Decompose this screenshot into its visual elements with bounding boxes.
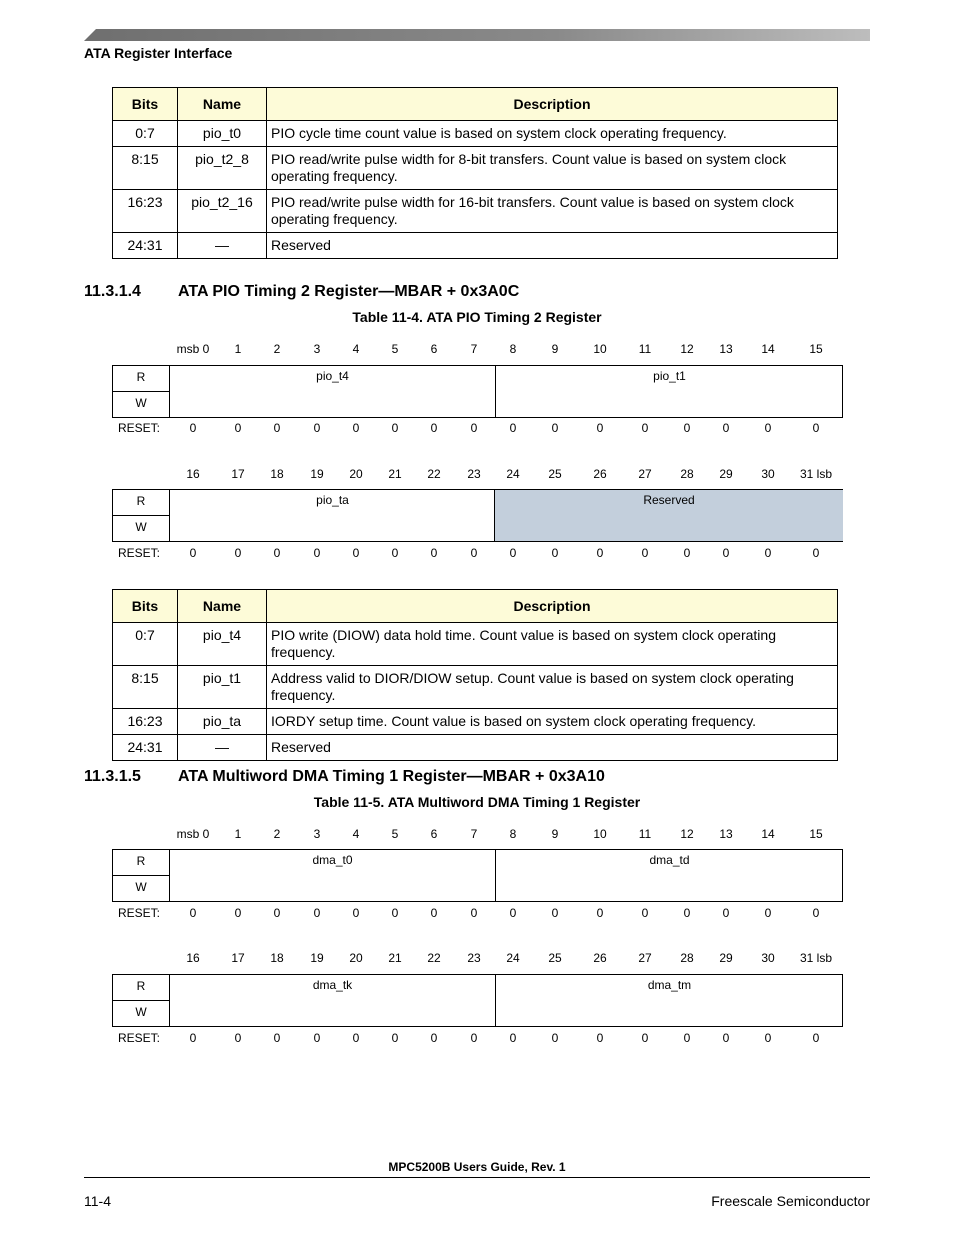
description-cell: IORDY setup time. Count value is based on system clock operating frequency. — [267, 709, 838, 735]
bit-number: 1 — [234, 827, 242, 841]
bits-cell: 8:15 — [113, 666, 178, 709]
running-header: ATA Register Interface — [84, 45, 233, 61]
reset-value: 0 — [596, 421, 604, 435]
reset-value: 0 — [313, 421, 321, 435]
register-map-high — [112, 849, 843, 902]
description-cell: Address valid to DIOR/DIOW setup. Count value is based on system clock operating frequency. — [267, 666, 838, 709]
reset-value: 0 — [470, 546, 478, 560]
reset-value: 0 — [352, 421, 360, 435]
page-number: 11-4 — [84, 1193, 111, 1209]
bit-number: 26 — [593, 951, 607, 965]
bit-number: 18 — [270, 951, 284, 965]
reset-value: 0 — [430, 906, 438, 920]
reset-value: 0 — [551, 546, 559, 560]
bit-number: 27 — [638, 467, 652, 481]
reset-value: 0 — [764, 1031, 772, 1045]
reset-value: 0 — [352, 546, 360, 560]
bit-number: 14 — [761, 827, 775, 841]
reset-value: 0 — [722, 421, 730, 435]
reset-row-high — [112, 421, 842, 437]
section-number: 11.3.1.5 — [84, 768, 141, 785]
bit-number: 24 — [506, 467, 520, 481]
register-map-high — [112, 365, 843, 418]
name-cell: pio_t4 — [178, 623, 267, 666]
name-cell: — — [178, 233, 267, 259]
reset-value: 0 — [596, 546, 604, 560]
bit-number: 13 — [719, 342, 733, 356]
bit-number: 16 — [186, 467, 200, 481]
reset-value: 0 — [641, 1031, 649, 1045]
bit-number: 11 — [638, 342, 652, 356]
reset-label: RESET: — [118, 421, 161, 435]
header-bar — [84, 29, 870, 41]
reset-value: 0 — [683, 906, 691, 920]
register-map-low — [112, 974, 843, 1027]
reset-value: 0 — [313, 1031, 321, 1045]
field-dma-t0 — [170, 850, 495, 901]
table-row — [113, 190, 838, 233]
row-label-w: W — [135, 1005, 147, 1019]
reset-value: 0 — [509, 546, 517, 560]
name-cell: pio_ta — [178, 709, 267, 735]
bit-number: 21 — [388, 467, 402, 481]
bit-number: 14 — [761, 342, 775, 356]
reset-value: 0 — [641, 546, 649, 560]
company-name: Freescale Semiconductor — [711, 1193, 870, 1209]
table-caption: Table 11-5. ATA Multiword DMA Timing 1 Register — [313, 794, 641, 810]
section-number: 11.3.1.4 — [84, 283, 141, 300]
field-dma-tm — [495, 975, 843, 1026]
reset-value: 0 — [430, 546, 438, 560]
bit-number: 16 — [186, 951, 200, 965]
reset-value: 0 — [189, 1031, 197, 1045]
bit-number: 5 — [391, 342, 399, 356]
bit-number: 3 — [313, 342, 321, 356]
reset-value: 0 — [352, 1031, 360, 1045]
bit-number: 29 — [719, 951, 733, 965]
field-dma-td — [495, 850, 843, 901]
bit-number: 5 — [391, 827, 399, 841]
bits-cell: 0:7 — [113, 623, 178, 666]
rw-divider — [113, 391, 169, 392]
bit-number: 1 — [234, 342, 242, 356]
description-cell: PIO write (DIOW) data hold time. Count value is based on system clock operating frequency. — [267, 623, 838, 666]
bit-number: 22 — [427, 951, 441, 965]
rw-divider — [113, 1000, 169, 1001]
reset-value: 0 — [812, 906, 820, 920]
bit-number: 31 lsb — [799, 467, 833, 481]
reset-value: 0 — [764, 546, 772, 560]
reset-value: 0 — [273, 546, 281, 560]
bit-number: 11 — [638, 827, 652, 841]
reset-value: 0 — [764, 421, 772, 435]
bit-number: 15 — [809, 827, 823, 841]
table-row — [113, 666, 838, 709]
reset-value: 0 — [551, 421, 559, 435]
bit-number: 19 — [310, 951, 324, 965]
reset-value: 0 — [313, 906, 321, 920]
col-header-bits: Bits — [113, 590, 178, 623]
bits-cell: 16:23 — [113, 190, 178, 233]
table-row — [113, 709, 838, 735]
reset-value: 0 — [551, 906, 559, 920]
bit-number: 30 — [761, 951, 775, 965]
bit-number: msb 0 — [176, 342, 210, 356]
description-cell: PIO read/write pulse width for 16-bit transfers. Count value is based on system clock operating frequency. — [267, 190, 838, 233]
bit-number: 19 — [310, 467, 324, 481]
bit-numbers-high — [112, 827, 842, 843]
bit-number: 15 — [809, 342, 823, 356]
bit-number: 9 — [551, 342, 559, 356]
reset-value: 0 — [273, 1031, 281, 1045]
row-label-w: W — [135, 396, 147, 410]
bit-number: 27 — [638, 951, 652, 965]
field-label: Reserved — [643, 493, 695, 507]
bit-number: 12 — [680, 342, 694, 356]
bit-number: 13 — [719, 827, 733, 841]
bit-number: 28 — [680, 951, 694, 965]
footer-title: MPC5200B Users Guide, Rev. 1 — [388, 1160, 566, 1174]
reset-value: 0 — [234, 1031, 242, 1045]
name-cell: pio_t0 — [178, 121, 267, 147]
bit-number: 7 — [470, 342, 478, 356]
prev-description-table — [112, 87, 838, 259]
bit-number: 20 — [349, 951, 363, 965]
reset-value: 0 — [391, 421, 399, 435]
bit-number: 30 — [761, 467, 775, 481]
section-title: ATA Multiword DMA Timing 1 Register—MBAR + 0x3A10 — [178, 768, 605, 785]
table-row — [113, 121, 838, 147]
description-cell: Reserved — [267, 233, 838, 259]
name-cell: pio_t2_8 — [178, 147, 267, 190]
bit-numbers-high — [112, 342, 842, 358]
bit-number: 2 — [273, 827, 281, 841]
bit-number: 8 — [509, 342, 517, 356]
field-label: dma_tk — [312, 978, 353, 992]
description-cell: Reserved — [267, 735, 838, 761]
reset-value: 0 — [683, 1031, 691, 1045]
bit-number: 31 lsb — [799, 951, 833, 965]
reset-value: 0 — [430, 421, 438, 435]
reset-value: 0 — [391, 1031, 399, 1045]
bit-number: 28 — [680, 467, 694, 481]
field-pio-t1 — [495, 366, 843, 417]
reset-value: 0 — [189, 546, 197, 560]
bit-number: 17 — [231, 467, 245, 481]
reset-value: 0 — [812, 1031, 820, 1045]
section-heading-pio-timing-2 — [84, 283, 519, 301]
field-label: pio_t1 — [653, 369, 686, 383]
reset-value: 0 — [683, 546, 691, 560]
bit-number: 8 — [509, 827, 517, 841]
bits-cell: 24:31 — [113, 233, 178, 259]
section-title: ATA PIO Timing 2 Register—MBAR + 0x3A0C — [178, 283, 520, 300]
reset-value: 0 — [509, 1031, 517, 1045]
field-label: dma_td — [649, 853, 690, 867]
bit-number: 22 — [427, 467, 441, 481]
field-label: pio_t4 — [316, 369, 349, 383]
field-dma-tk — [170, 975, 495, 1026]
row-label-r: R — [136, 494, 146, 508]
bit-number: 7 — [470, 827, 478, 841]
col-header-name: Name — [178, 590, 267, 623]
field-label: pio_ta — [316, 493, 349, 507]
bit-number: 17 — [231, 951, 245, 965]
reset-value: 0 — [391, 906, 399, 920]
bit-numbers-low — [112, 467, 842, 483]
table-row — [113, 147, 838, 190]
bit-numbers-low — [112, 951, 842, 967]
bit-number: 12 — [680, 827, 694, 841]
reset-value: 0 — [234, 906, 242, 920]
reset-value: 0 — [641, 421, 649, 435]
bit-number: 18 — [270, 467, 284, 481]
bit-number: msb 0 — [176, 827, 210, 841]
reset-value: 0 — [273, 906, 281, 920]
bit-number: 9 — [551, 827, 559, 841]
row-label-w: W — [135, 880, 147, 894]
field-pio-t4 — [170, 366, 495, 417]
bit-number: 21 — [388, 951, 402, 965]
reset-value: 0 — [352, 906, 360, 920]
reset-value: 0 — [722, 1031, 730, 1045]
row-label-w: W — [135, 520, 147, 534]
reset-value: 0 — [470, 1031, 478, 1045]
table-row — [113, 623, 838, 666]
reset-value: 0 — [470, 421, 478, 435]
field-pio-ta — [170, 490, 495, 541]
rw-divider — [113, 875, 169, 876]
reset-label: RESET: — [118, 906, 161, 920]
reset-value: 0 — [641, 906, 649, 920]
reset-value: 0 — [273, 421, 281, 435]
reset-value: 0 — [551, 1031, 559, 1045]
section-heading-dma-timing-1 — [84, 768, 605, 786]
col-header-description: Description — [267, 88, 838, 121]
bit-number: 6 — [430, 342, 438, 356]
name-cell: pio_t1 — [178, 666, 267, 709]
reset-value: 0 — [509, 906, 517, 920]
pio-timing-2-description-table — [112, 589, 838, 761]
bit-number: 24 — [506, 951, 520, 965]
footer-rule — [84, 1177, 870, 1178]
bit-number: 3 — [313, 827, 321, 841]
bits-cell: 8:15 — [113, 147, 178, 190]
reset-value: 0 — [189, 906, 197, 920]
reset-value: 0 — [509, 421, 517, 435]
reset-value: 0 — [189, 421, 197, 435]
bit-number: 25 — [548, 951, 562, 965]
name-cell: — — [178, 735, 267, 761]
table-caption: Table 11-4. ATA PIO Timing 2 Register — [352, 309, 602, 325]
col-header-bits: Bits — [113, 88, 178, 121]
table-row — [113, 233, 838, 259]
bit-number: 10 — [593, 342, 607, 356]
reset-value: 0 — [430, 1031, 438, 1045]
reset-label: RESET: — [118, 546, 161, 560]
reset-row-high — [112, 906, 842, 922]
reset-value: 0 — [812, 421, 820, 435]
reset-value: 0 — [313, 546, 321, 560]
rw-divider — [113, 515, 169, 516]
bits-cell: 24:31 — [113, 735, 178, 761]
bit-number: 23 — [467, 951, 481, 965]
bit-number: 6 — [430, 827, 438, 841]
reset-value: 0 — [234, 421, 242, 435]
register-map-low — [112, 489, 843, 542]
field-label: dma_tm — [647, 978, 692, 992]
reset-value: 0 — [234, 546, 242, 560]
bit-number: 29 — [719, 467, 733, 481]
bit-number: 20 — [349, 467, 363, 481]
table-row — [113, 735, 838, 761]
reset-value: 0 — [722, 546, 730, 560]
bits-cell: 0:7 — [113, 121, 178, 147]
reset-value: 0 — [596, 1031, 604, 1045]
reset-row-low — [112, 546, 842, 562]
reset-row-low — [112, 1031, 842, 1047]
description-cell: PIO read/write pulse width for 8-bit transfers. Count value is based on system clock operating frequency. — [267, 147, 838, 190]
reset-value: 0 — [683, 421, 691, 435]
reset-value: 0 — [764, 906, 772, 920]
bit-number: 25 — [548, 467, 562, 481]
bits-cell: 16:23 — [113, 709, 178, 735]
row-label-r: R — [136, 854, 146, 868]
description-cell: PIO cycle time count value is based on system clock operating frequency. — [267, 121, 838, 147]
row-label-r: R — [136, 979, 146, 993]
bit-number: 4 — [352, 827, 360, 841]
row-label-r: R — [136, 370, 146, 384]
reset-value: 0 — [812, 546, 820, 560]
name-cell: pio_t2_16 — [178, 190, 267, 233]
field-label: dma_t0 — [312, 853, 353, 867]
field-reserved — [494, 490, 843, 541]
col-header-name: Name — [178, 88, 267, 121]
bit-number: 4 — [352, 342, 360, 356]
bit-number: 26 — [593, 467, 607, 481]
bit-number: 2 — [273, 342, 281, 356]
reset-label: RESET: — [118, 1031, 161, 1045]
reset-value: 0 — [391, 546, 399, 560]
bit-number: 10 — [593, 827, 607, 841]
reset-value: 0 — [470, 906, 478, 920]
reset-value: 0 — [722, 906, 730, 920]
col-header-description: Description — [267, 590, 838, 623]
reset-value: 0 — [596, 906, 604, 920]
bit-number: 23 — [467, 467, 481, 481]
